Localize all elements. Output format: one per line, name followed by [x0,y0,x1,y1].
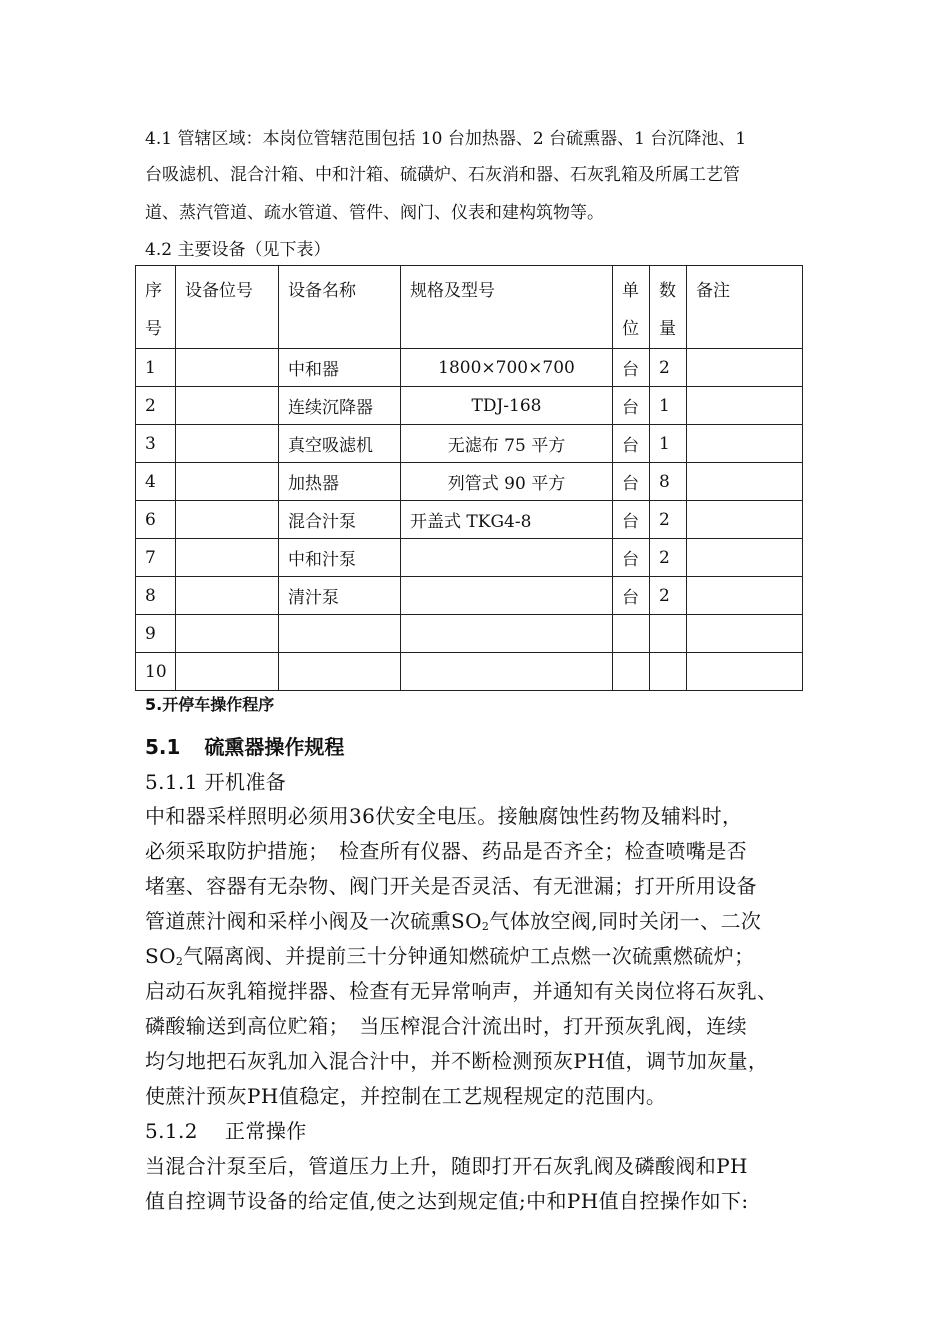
cell-position [176,653,279,691]
cell-name: 混合汁泵 [279,501,401,539]
cell-seq: 3 [136,425,176,463]
table-row [136,501,803,539]
cell-unit: 台 [613,577,650,615]
cell-unit: 台 [613,463,650,501]
table-row [136,349,803,387]
table-row [136,539,803,577]
cell-position [176,501,279,539]
cell-name: 清汁泵 [279,577,401,615]
cell-seq: 2 [136,387,176,425]
cell-note [687,501,803,539]
prep-line-6: 启动石灰乳箱搅拌器、检查有无异常响声，并通知有关岗位将石灰乳、 [145,979,778,1003]
normal-line-1: 当混合汁泵至后，管道压力上升，随即打开石灰乳阀及磷酸阀和PH [145,1154,748,1178]
cell-name: 中和汁泵 [279,539,401,577]
cell-unit: 台 [613,539,650,577]
cell-spec [401,615,613,653]
cell-name: 中和器 [279,349,401,387]
table-row [136,463,803,501]
prep-line-7: 磷酸输送到高位贮箱； 当压榨混合汁流出时，打开预灰乳阀，连续 [145,1014,747,1038]
cell-note [687,539,803,577]
cell-qty [650,615,687,653]
table-row [136,577,803,615]
cell-spec: 开盖式 TKG4-8 [401,501,613,539]
cell-position [176,577,279,615]
cell-name: 加热器 [279,463,401,501]
cell-spec: TDJ-168 [401,387,613,425]
cell-qty: 2 [650,539,687,577]
cell-name [279,653,401,691]
cell-spec: 列管式 90 平方 [401,463,613,501]
intro-line-2: 台吸滤机、混合汁箱、中和汁箱、硫磺炉、石灰消和器、石灰乳箱及所属工艺管 [145,165,740,185]
prep-heading: 5.1.1 开机准备 [145,770,287,794]
cell-seq: 7 [136,539,176,577]
cell-unit [613,653,650,691]
equipment-caption: 4.2 主要设备（见下表） [145,240,331,260]
cell-note [687,425,803,463]
prep-line-8: 均匀地把石灰乳加入混合汁中，并不断检测预灰PH值，调节加灰量， [145,1049,769,1073]
cell-spec: 无滤布 75 平方 [401,425,613,463]
cell-note [687,463,803,501]
header-name: 设备名称 [279,266,401,349]
cell-note [687,387,803,425]
cell-name: 连续沉降器 [279,387,401,425]
prep-line-4: 管道蔗汁阀和采样小阀及一次硫熏$SO_2$气体放空阀,同时关闭一、二次 [145,909,762,933]
section-title: 硫熏器操作规程 [204,735,345,759]
cell-qty: 1 [650,387,687,425]
equipment-table [135,265,803,691]
cell-seq: 4 [136,463,176,501]
prep-line-1: 中和器采样照明必须用36伏安全电压。接触腐蚀性药物及辅料时， [145,804,743,828]
table-row [136,425,803,463]
intro-line-3: 道、蒸汽管道、疏水管道、管件、阀门、仪表和建构筑物等。 [145,203,604,223]
normal-line-2: 值自控调节设备的给定值,使之达到规定值;中和PH值自控操作如下: [145,1189,749,1213]
prep-line-5: $SO_2$气隔离阀、并提前三十分钟通知燃硫炉工点燃一次硫熏燃硫炉； [145,944,755,968]
cell-unit: 台 [613,425,650,463]
cell-name [279,615,401,653]
cell-position [176,463,279,501]
cell-spec: 1800×700×700 [401,349,613,387]
prep-line-2: 必须采取防护措施； 检查所有仪器、药品是否齐全；检查喷嘴是否 [145,839,747,863]
header-qty: 数 量 [650,266,687,349]
cell-spec [401,653,613,691]
cell-spec [401,577,613,615]
cell-unit: 台 [613,501,650,539]
cell-qty [650,653,687,691]
table-row [136,615,803,653]
cell-position [176,615,279,653]
cell-qty: 2 [650,349,687,387]
cell-seq: 8 [136,577,176,615]
cell-unit: 台 [613,349,650,387]
cell-seq: 6 [136,501,176,539]
header-unit: 单 位 [613,266,650,349]
cell-seq: 9 [136,615,176,653]
cell-position [176,539,279,577]
cell-unit: 台 [613,387,650,425]
cell-seq: 10 [136,653,176,691]
cell-name: 真空吸滤机 [279,425,401,463]
cell-unit [613,615,650,653]
cell-qty: 2 [650,501,687,539]
normal-heading: 5.1.2 正常操作 [145,1119,307,1143]
cell-seq: 1 [136,349,176,387]
section-5-heading: 5.开停车操作程序 [145,695,275,714]
cell-position [176,349,279,387]
header-note: 备注 [687,266,803,349]
header-position: 设备位号 [176,266,279,349]
cell-position [176,425,279,463]
table-row [136,653,803,691]
header-seq: 序 号 [136,266,176,349]
intro-line-1: 4.1 管辖区域：本岗位管辖范围包括 10 台加热器、2 台硫熏器、1 台沉降池、1 [145,129,747,149]
section-number: 5.1 [145,735,181,759]
cell-position [176,387,279,425]
cell-note [687,615,803,653]
cell-note [687,653,803,691]
table-header-row [136,266,803,349]
section-5-1-heading [145,731,344,760]
header-spec: 规格及型号 [401,266,613,349]
cell-spec [401,539,613,577]
cell-qty: 2 [650,577,687,615]
cell-qty: 8 [650,463,687,501]
prep-line-3: 堵塞、容器有无杂物、阀门开关是否灵活、有无泄漏；打开所用设备 [145,874,757,898]
cell-note [687,577,803,615]
cell-note [687,349,803,387]
prep-line-9: 使蔗汁预灰PH值稳定，并控制在工艺规程规定的范围内。 [145,1084,667,1108]
cell-qty: 1 [650,425,687,463]
table-row [136,387,803,425]
